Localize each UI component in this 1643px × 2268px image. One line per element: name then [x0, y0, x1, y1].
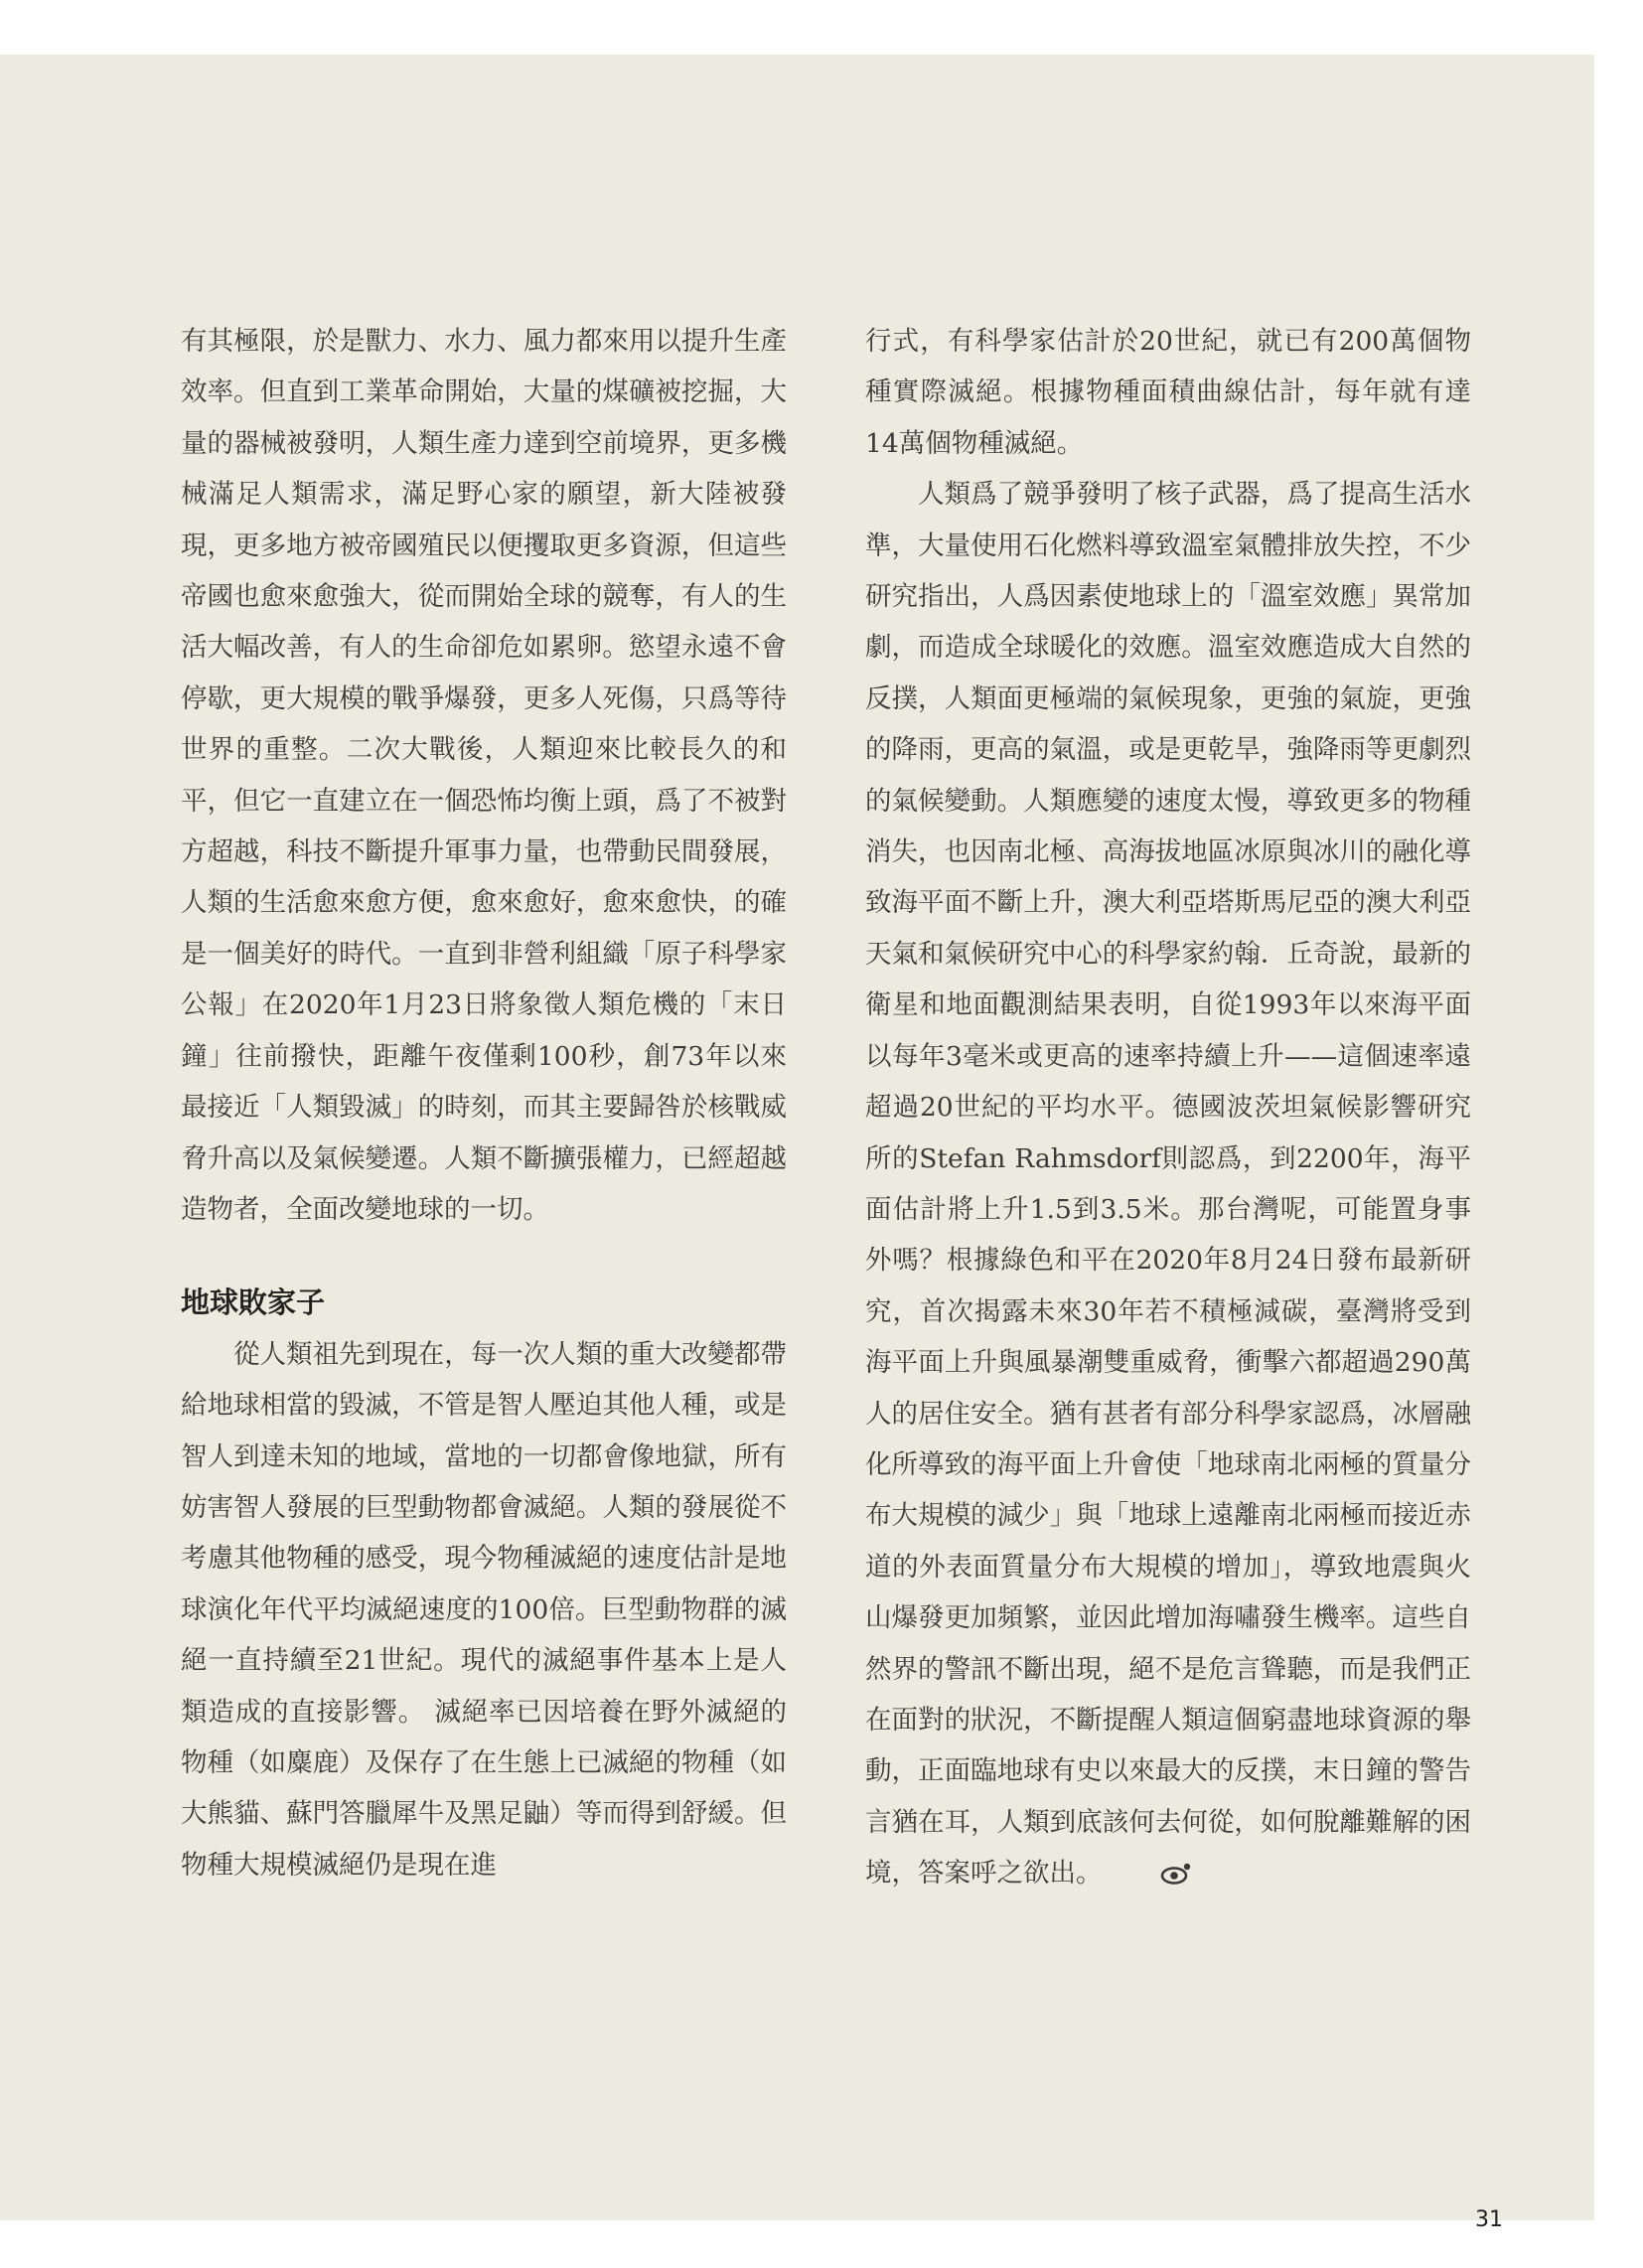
body-paragraph-text: 人類爲了競爭發明了核子武器，爲了提高生活水準，大量使用石化燃料導致溫室氣體排放失控，不少研究指出，人爲因素使地球上的「溫室效應」異常加劇，而造成全球暖化的效應。溫室效應造成大自然的反撲，人類面更極端的氣候現象，更強的氣旋，更強的降雨，更高的氣溫，或是更乾旱，強降雨等更劇烈的氣候變動。人類應變的速度太慢，導致更多的物種消失，也因南北極、高海拔地區冰原與冰川的融化導致海平面不斷上升，澳大利亞塔斯馬尼亞的澳大利亞天氣和氣候研究中心的科學家約翰．丘奇說，最新的衛星和地面觀測結果表明，自從1993年以來海平面以每年3毫米或更高的速率持續上升——這個速率遠超過20世紀的平均水平。德國波茨坦氣候影響研究所的Stefan Rahmsdorf則認爲，到2200年，海平面估計將上升1.5到3.5米。那台灣呢，可能置身事外嗎？根據綠色和平在2020年8月24日發布最新研究，首次揭露未來30年若不積極減碳，臺灣將受到海平面上升與風暴潮雙重威脅，衝擊六都超過290萬人的居住安全。猶有甚者有部分科學家認爲，冰層融化所導致的海平面上升會使「地球南北兩極的質量分布大規模的減少」與「地球上遠離南北兩極而接近赤道的外表面質量分布大規模的增加」，導致地震與火山爆發更加頻繁，並因此增加海嘯發生機率。這些自然界的警訊不斷出現，絕不是危言聳聽，而是我們正在面對的狀況，不斷提醒人類這個窮盡地球資源的舉動，正面臨地球有史以來最大的反撲，末日鐘的警告言猶在耳，人類到底該何去何從，如何脫離難解的困境，答案呼之欲出。: [865, 479, 1471, 1890]
left-column: [181, 316, 787, 1890]
right-column: [865, 316, 1471, 1899]
body-paragraph: 有其極限，於是獸力、水力、風力都來用以提升生產效率。但直到工業革命開始，大量的煤礦被挖掘，大量的器械被發明，人類生產力達到空前境界，更多機械滿足人類需求，滿足野心家的願望，新大陸被發現，更多地方被帝國殖民以便攫取更多資源，但這些帝國也愈來愈強大，從而開始全球的競奪，有人的生活大幅改善，有人的生命卻危如累卵。慾望永遠不會停歇，更大規模的戰爭爆發，更多人死傷，只爲等待世界的重整。二次大戰後，人類迎來比較長久的和平，但它一直建立在一個恐怖均衡上頭，爲了不被對方超越，科技不斷提升軍事力量，也帶動民間發展，人類的生活愈來愈方便，愈來愈好，愈來愈快，的確是一個美好的時代。一直到非營利組織「原子科學家公報」在2020年1月23日將象徵人類危機的「末日鐘」往前撥快，距離午夜僅剩100秒，創73年以來最接近「人類毀滅」的時刻，而其主要歸咎於核戰威脅升高以及氣候變遷。人類不斷擴張權力，已經超越造物者，全面改變地球的一切。: [181, 326, 787, 1225]
section-heading: 地球敗家子: [181, 1285, 326, 1320]
body-paragraph-last: [865, 469, 1471, 1898]
page-number: 31: [1475, 2207, 1503, 2232]
body-paragraph: 行式，有科學家估計於20世紀，就已有200萬個物種實際滅絕。根據物種面積曲線估計，每年就有達14萬個物種滅絕。: [865, 326, 1471, 459]
page-panel: [0, 55, 1594, 2232]
end-of-article-icon: [1107, 1853, 1142, 1879]
body-paragraph: 從人類祖先到現在，每一次人類的重大改變都帶給地球相當的毀滅，不管是智人壓迫其他人種，或是智人到達未知的地域，當地的一切都會像地獄，所有妨害智人發展的巨型動物都會滅絕。人類的發展從不考慮其他物種的感受，現今物種滅絕的速度估計是地球演化年代平均滅絕速度的100倍。巨型動物群的滅絕一直持續至21世紀。現代的滅絕事件基本上是人類造成的直接影響。 滅絕率已因培養在野外滅絕的物種（如麋鹿）及保存了在生態上已滅絕的物種（如大熊貓、蘇門答臘犀牛及黑足鼬）等而得到舒緩。但物種大規模滅絕仍是現在進: [181, 1338, 787, 1881]
